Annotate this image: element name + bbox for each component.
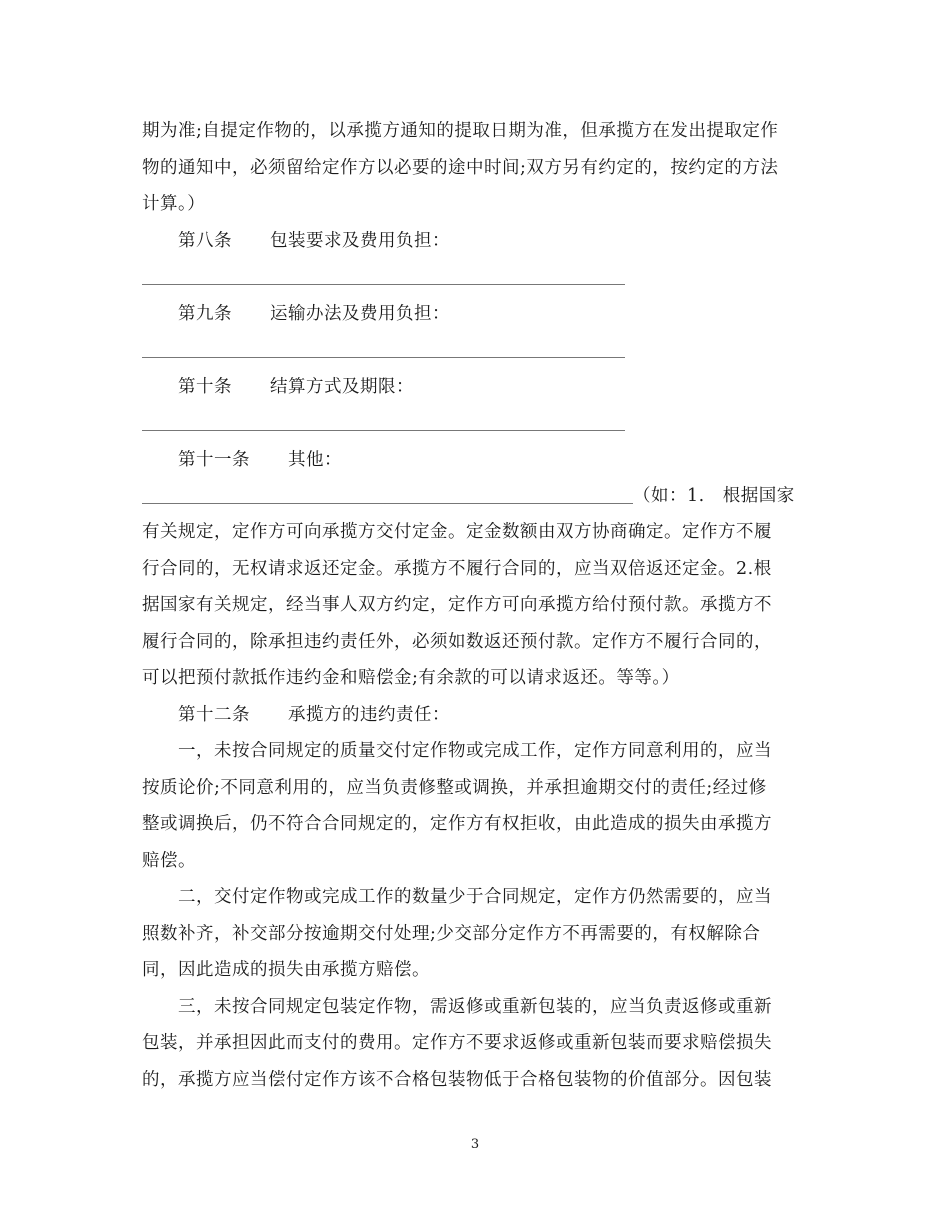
article-number: 第十条 xyxy=(178,377,232,397)
blank-fill-line xyxy=(142,284,625,285)
blank-fill-line xyxy=(142,357,625,358)
blank-fill-line xyxy=(142,430,625,431)
body-line: 二，交付定作物或完成工作的数量少于合同规定，定作方仍然需要的，应当 xyxy=(178,887,772,907)
body-line: 物的通知中，必须留给定作方以必要的途中时间;双方另有约定的，按约定的方法 xyxy=(142,158,779,178)
article-number: 第八条 xyxy=(178,231,232,251)
article-11-heading xyxy=(178,449,342,471)
article-number: 第十二条 xyxy=(178,705,250,725)
body-line: 计算。） xyxy=(142,194,206,214)
blank-fill-line xyxy=(142,503,633,504)
body-line: 同，因此造成的损失由承揽方赔偿。 xyxy=(142,960,430,980)
body-line: 有关规定，定作方可向承揽方交付定金。定金数额由双方协商确定。定作方不履 xyxy=(142,522,772,542)
article-8-heading xyxy=(178,230,450,252)
article-number: 第十一条 xyxy=(178,450,250,470)
body-line: 整或调换后，仍不符合合同规定的，定作方有权拒收，由此造成的损失由承揽方 xyxy=(142,814,772,834)
article-9-heading xyxy=(178,303,450,325)
article-number: 第九条 xyxy=(178,304,232,324)
body-line: 可以把预付款抵作违约金和赔偿金;有余款的可以请求返还。等等。） xyxy=(142,668,680,688)
body-line: 据国家有关规定，经当事人双方约定，定作方可向承揽方给付预付款。承揽方不 xyxy=(142,595,772,615)
body-line: 三，未按合同规定包装定作物，需返修或重新包装的，应当负责返修或重新 xyxy=(178,997,772,1017)
body-line: 行合同的，无权请求返还定金。承揽方不履行合同的，应当双倍返还定金。2.根 xyxy=(142,559,772,579)
article-title: 包装要求及费用负担： xyxy=(270,231,450,251)
article-12-heading xyxy=(178,704,450,726)
body-line: 期为准;自提定作物的，以承揽方通知的提取日期为准，但承揽方在发出提取定作 xyxy=(142,121,779,141)
body-line: 按质论价;不同意利用的，应当负责修整或调换，并承担逾期交付的责任;经过修 xyxy=(142,778,767,798)
article-title: 承揽方的违约责任： xyxy=(288,705,450,725)
body-line: 一，未按合同规定的质量交付定作物或完成工作，定作方同意利用的，应当 xyxy=(178,741,772,761)
body-line: （如：1. 根据国家 xyxy=(633,486,795,506)
body-line: 赔偿。 xyxy=(142,851,196,871)
article-10-heading xyxy=(178,376,414,398)
article-title: 其他： xyxy=(288,450,342,470)
article-title: 运输办法及费用负担： xyxy=(270,304,450,324)
article-title: 结算方式及期限： xyxy=(270,377,414,397)
body-line: 履行合同的，除承担违约责任外，必须如数返还预付款。定作方不履行合同的， xyxy=(142,632,772,652)
body-line: 照数补齐，补交部分按逾期交付处理;少交部分定作方不再需要的，有权解除合 xyxy=(142,924,761,944)
body-line: 包装，并承担因此而支付的费用。定作方不要求返修或重新包装而要求赔偿损失 xyxy=(142,1033,772,1053)
page-number: 3 xyxy=(470,1137,480,1152)
body-line: 的，承揽方应当偿付定作方该不合格包装物低于合格包装物的价值部分。因包装 xyxy=(142,1070,772,1090)
